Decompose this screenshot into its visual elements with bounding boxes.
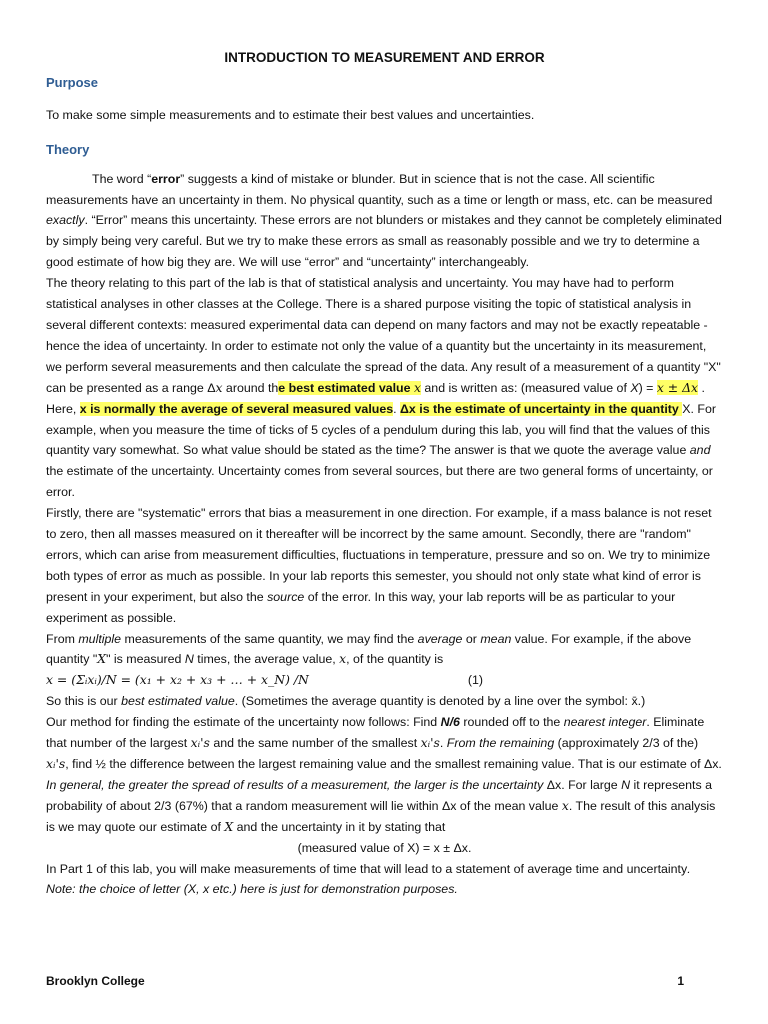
text-run: . Note: the choice of letter (X, x etc.) here is just for demonstration purposes.: [46, 861, 691, 897]
text-run: xᵢ's: [46, 756, 66, 771]
purpose-text: To make some simple measurements and to estimate their best values and uncertainties.: [46, 107, 535, 122]
theory-paragraph-6: [46, 712, 723, 837]
text-run: In Part 1 of this lab, you will make measurements of time that will lead to a statement of average time and uncertainty: [46, 861, 688, 876]
page-title: INTRODUCTION TO MEASUREMENT AND ERROR: [224, 50, 545, 65]
text-run: In general, the greater the spread of results of a measurement, the larger is the uncertainty: [46, 777, 544, 792]
text-run: multiple: [78, 631, 122, 646]
text-run: x: [413, 379, 421, 395]
text-run: " is measured: [106, 652, 185, 667]
text-run: mean: [480, 631, 512, 646]
text-run: X: [97, 651, 107, 667]
text-run: rounded off to the: [459, 715, 564, 730]
text-run: .: [439, 736, 447, 751]
equation-number: (1): [467, 673, 483, 688]
text-run: nearest integer: [563, 715, 647, 730]
text-run: . “Error” means this uncertainty. These errors are not blunders or mistakes and they cannot be completely eliminated by simply being very careful. But we try to make these errors as small as reasonably possible and we try to determine a good estimate of how big they are. We will use “error” and “uncertainty” interchangeably.: [46, 213, 722, 270]
text-run: x: [215, 379, 223, 395]
text-run: the estimate of the uncertainty. Uncertainty comes from several sources, but there are two general forms of uncertainty, or error.: [46, 464, 713, 500]
text-run: error: [151, 171, 181, 186]
text-run: average: [417, 631, 463, 646]
text-run: (approximately 2/3 of the): [554, 736, 699, 751]
text-run: times, the average value,: [193, 652, 340, 667]
theory-paragraph-2: [46, 273, 723, 503]
text-run: X. For example, when you measure the time of ticks of 5 cycles of a pendulum during this lab, you will find that the values of this quantity vary somewhat. So what value should be stated as the time? The answer is that we quote the average value: [46, 401, 717, 458]
text-run: source: [267, 589, 305, 604]
text-run: X: [224, 818, 234, 834]
equation-text: x = (Σᵢxᵢ)/N = (x₁ + x₂ + x₃ + … + x_N) /N: [46, 672, 309, 688]
text-run: From: [46, 631, 79, 646]
text-run: Δx. For large: [543, 777, 622, 792]
text-run: , of the quantity is: [346, 652, 444, 667]
text-run: From the remaining: [446, 736, 555, 751]
page-footer: [46, 971, 684, 992]
highlight: Δx is the estimate of uncertainty in the quantity: [400, 401, 683, 416]
text-run: x: [561, 797, 569, 813]
text-run: . (Sometimes the average quantity is denoted by a line over the symbol: x̄.): [234, 694, 646, 709]
theory-paragraph-3: [46, 503, 723, 628]
theory-paragraph-4: [46, 629, 723, 671]
text-run: N/6: [440, 715, 460, 730]
text-run: exactly: [46, 213, 85, 228]
highlight: [278, 381, 421, 395]
text-run: N: [184, 652, 194, 667]
text-run: it represents a probability of about 2/3 (67%) that a random measurement will lie within Δx of the mean value: [46, 777, 713, 813]
purpose-heading: Purpose: [46, 74, 99, 90]
text-run: . Eliminate that number of the largest: [46, 715, 705, 751]
text-run: or: [462, 631, 481, 646]
highlight: x is normally the average of several measured values: [79, 401, 394, 416]
text-run: The theory relating to this part of the lab is that of statistical analysis and uncertainty. You may have had to perform statistical analyses in other classes at the College. There is a shared purpose visiting the topic of statistical analysis in several different contexts: measured experimental data can depend on many factors and may not be exactly repeatable - hence the idea of uncertainty. In order to estimate not only the value of a quantity but the uncertainty in its measurement, we perform several measurements and then calculate the spread of the data. Any result of a measurement of a quantity "X" can be presented as a range Δ: [46, 276, 721, 395]
text-run: ” suggests a kind of mistake or blunder. But in science that is not the case. All scientific measurements have an uncertainty in them. No physical quantity, such as a time or length or mass, etc. can be measured: [46, 171, 713, 207]
text-run: The word “: [92, 171, 152, 186]
theory-paragraph-7: [46, 859, 723, 901]
footer-institution: Brooklyn College: [46, 974, 145, 988]
text-run: value. For example, if the above quantity ": [46, 631, 692, 667]
text-run: and is written as: (measured value of: [420, 380, 631, 395]
text-run: N: [621, 777, 631, 792]
equation-1: [46, 670, 723, 691]
text-run: , find ½ the difference between the largest remaining value and the smallest remaining value. That is our estimate of Δx.: [65, 757, 722, 771]
text-run: ) =: [638, 380, 657, 395]
theory-paragraph-5: [46, 691, 723, 712]
theory-heading: Theory: [46, 141, 90, 157]
text-run: x: [339, 651, 347, 667]
page-number: 1: [677, 974, 684, 988]
text-run: xᵢ's: [420, 735, 440, 751]
equation-2: [46, 838, 723, 859]
text-run: X: [630, 380, 639, 395]
text-run: Our method for finding the estimate of the uncertainty now follows: Find: [46, 715, 441, 730]
text-run: . Here,: [46, 380, 705, 416]
text-run: of the error. In this way, your lab reports will be as particular to your experiment as possible.: [46, 589, 676, 625]
text-run: and the same number of the smallest: [209, 736, 421, 751]
text-run: Firstly, there are "systematic" errors that bias a measurement in one direction. For example, if a mass balance is not reset to zero, then all masses measured on it thereafter will be incorrect by the same amount. Secondly, there are "random" errors, which can arise from measurement difficulties, fluctuations in temperature, pressure and so on. We try to minimize both types of error as much as possible. In your lab reports this semester, you should not only state what kind of error is present in your experiment, but also the: [46, 506, 712, 604]
text-run: So this is our: [46, 694, 122, 709]
text-run: around th: [222, 380, 279, 395]
text-run: and the uncertainty in it by stating that: [233, 819, 446, 834]
text-run: best estimated value: [121, 694, 235, 709]
text-run: . The result of this analysis is we may quote our estimate of: [46, 798, 716, 834]
text-run: measurements of the same quantity, we may find the: [121, 631, 418, 646]
text-run: xᵢ's: [190, 735, 210, 751]
text-run: e best estimated value: [278, 380, 414, 395]
text-run: and: [689, 443, 711, 458]
equation-text: (measured value of X) = x ± Δx.: [297, 840, 472, 855]
highlight: x ± Δx: [656, 379, 699, 395]
text-run: .: [393, 401, 401, 416]
theory-paragraph-1: [46, 169, 723, 274]
